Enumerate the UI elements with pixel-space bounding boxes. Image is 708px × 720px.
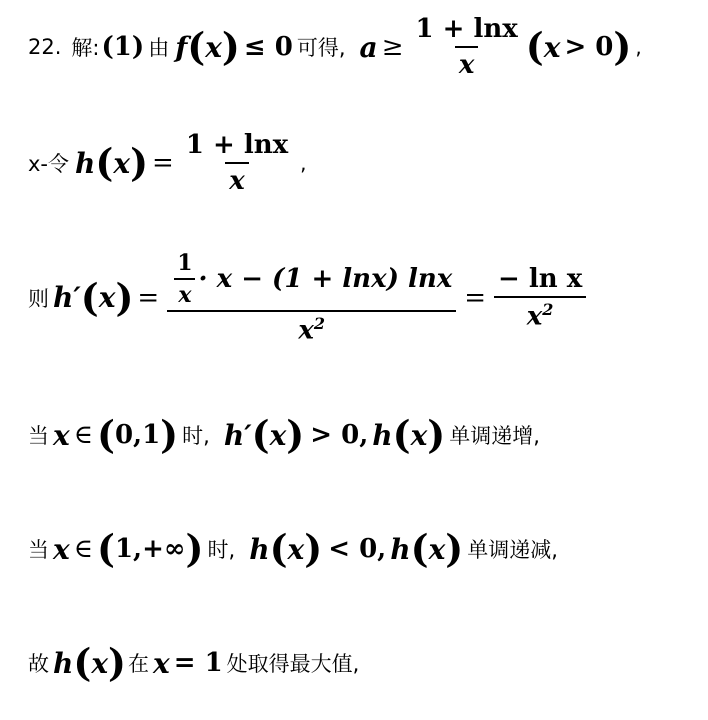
numerator-rest: · x − (1 + lnx) lnx: [198, 264, 453, 294]
comma: ,: [300, 151, 307, 175]
paren-close: ): [304, 526, 323, 571]
fraction-numerator: 1 + lnx: [185, 130, 289, 160]
derivative-fraction: [167, 250, 456, 346]
domain-relation: > 0: [564, 32, 614, 62]
variable-x: x: [543, 30, 561, 64]
paren-open: (: [525, 24, 544, 69]
equals-sign: =: [152, 148, 174, 178]
relation: < 0,: [328, 534, 387, 564]
geq-sign: ≥: [381, 32, 404, 62]
element-of-sign: ∈: [73, 420, 93, 450]
fraction-numerator: [167, 250, 456, 310]
paren-open: (: [96, 412, 115, 457]
fraction-denominator: x: [455, 46, 479, 80]
relation: > 0,: [310, 420, 369, 450]
variable-x: x: [428, 532, 446, 566]
derivative-h: h′: [223, 418, 252, 452]
denominator-exponent: 2: [313, 314, 326, 333]
simplified-numerator: − ln x: [498, 264, 583, 294]
solution-line-4: [28, 412, 540, 457]
text-shi: 时,: [207, 538, 236, 562]
fraction-numerator: 1 + lnx: [415, 14, 518, 44]
paren-close: ): [286, 412, 305, 457]
text-dang: 当: [28, 424, 49, 448]
relation: ≤ 0: [243, 32, 293, 62]
paren-open: (: [95, 140, 114, 185]
function-h: h: [53, 646, 74, 680]
comma: ,: [635, 35, 642, 59]
paren-close: ): [115, 274, 134, 320]
paren-close: ): [160, 412, 179, 457]
function-h: h: [390, 532, 411, 566]
text-gu: 故: [28, 652, 49, 676]
fraction-denominator: x: [225, 162, 249, 196]
paren-close: ): [427, 412, 446, 457]
denominator-exponent: 2: [542, 300, 554, 319]
text-dang: 当: [28, 538, 49, 562]
variable-x: x: [205, 30, 222, 64]
function-h: h: [75, 146, 96, 180]
paren-open: (: [392, 412, 411, 457]
solution-line-3: [28, 250, 590, 346]
equals-sign: =: [137, 282, 160, 313]
variable-a: a: [359, 30, 378, 64]
variable-x: x: [153, 646, 170, 680]
paren-open: (: [187, 24, 206, 69]
variable-x: x: [113, 146, 131, 180]
simplified-fraction: [494, 264, 586, 332]
paren-close: ): [221, 24, 240, 69]
text-ze: 则: [28, 286, 49, 311]
interval: 0,1: [114, 420, 161, 450]
element-of-sign: ∈: [73, 534, 93, 564]
solution-line-5: [28, 526, 558, 571]
denominator-base: x: [526, 301, 543, 332]
paren-open: (: [73, 640, 92, 685]
problem-number: 22.: [28, 35, 62, 59]
function-h: h: [372, 418, 393, 452]
paren-open: (: [251, 412, 270, 457]
text-zai: 在: [128, 652, 150, 676]
text-decreasing: 单调递减,: [467, 538, 558, 562]
text-increasing: 单调递增,: [449, 424, 540, 448]
solution-label: 解:: [71, 36, 100, 60]
text-you: 由: [148, 36, 170, 60]
solution-line-6: [28, 640, 360, 685]
paren-open: (: [410, 526, 429, 571]
paren-close: ): [130, 140, 149, 185]
fraction-denominator: [167, 310, 456, 346]
equals-one: = 1: [173, 648, 223, 678]
interval: 1,+∞: [114, 534, 186, 564]
denominator-base: x: [298, 315, 314, 346]
text-shi: 时,: [182, 424, 210, 448]
fraction-1: [411, 14, 521, 80]
paren-open: (: [269, 526, 288, 571]
inner-fraction: [173, 250, 196, 308]
text-ling: x-令: [28, 152, 70, 176]
solution-line-2: [28, 130, 306, 196]
paren-open: (: [80, 274, 99, 320]
function-f: f: [175, 30, 188, 64]
paren-close: ): [185, 526, 204, 571]
paren-open: (: [96, 526, 115, 571]
inner-numerator: 1: [177, 250, 193, 276]
variable-x: x: [98, 281, 116, 315]
text-maximum: 处取得最大值,: [226, 652, 360, 676]
solution-line-1: [28, 14, 642, 80]
simplified-denominator: [494, 296, 586, 332]
variable-x: x: [410, 418, 428, 452]
derivative-h: h′: [53, 281, 81, 315]
variable-x: x: [53, 418, 70, 452]
equals-sign: =: [464, 282, 487, 313]
variable-x: x: [287, 532, 305, 566]
variable-x: x: [269, 418, 287, 452]
paren-close: ): [445, 526, 464, 571]
paren-close: ): [108, 640, 127, 685]
variable-x: x: [53, 532, 70, 566]
variable-x: x: [91, 646, 109, 680]
fraction-h: [182, 130, 292, 196]
inner-denominator: x: [174, 278, 195, 308]
function-h: h: [249, 532, 270, 566]
paren-close: ): [613, 24, 632, 69]
text-kede: 可得,: [296, 36, 346, 60]
part-label: (1): [101, 32, 145, 62]
